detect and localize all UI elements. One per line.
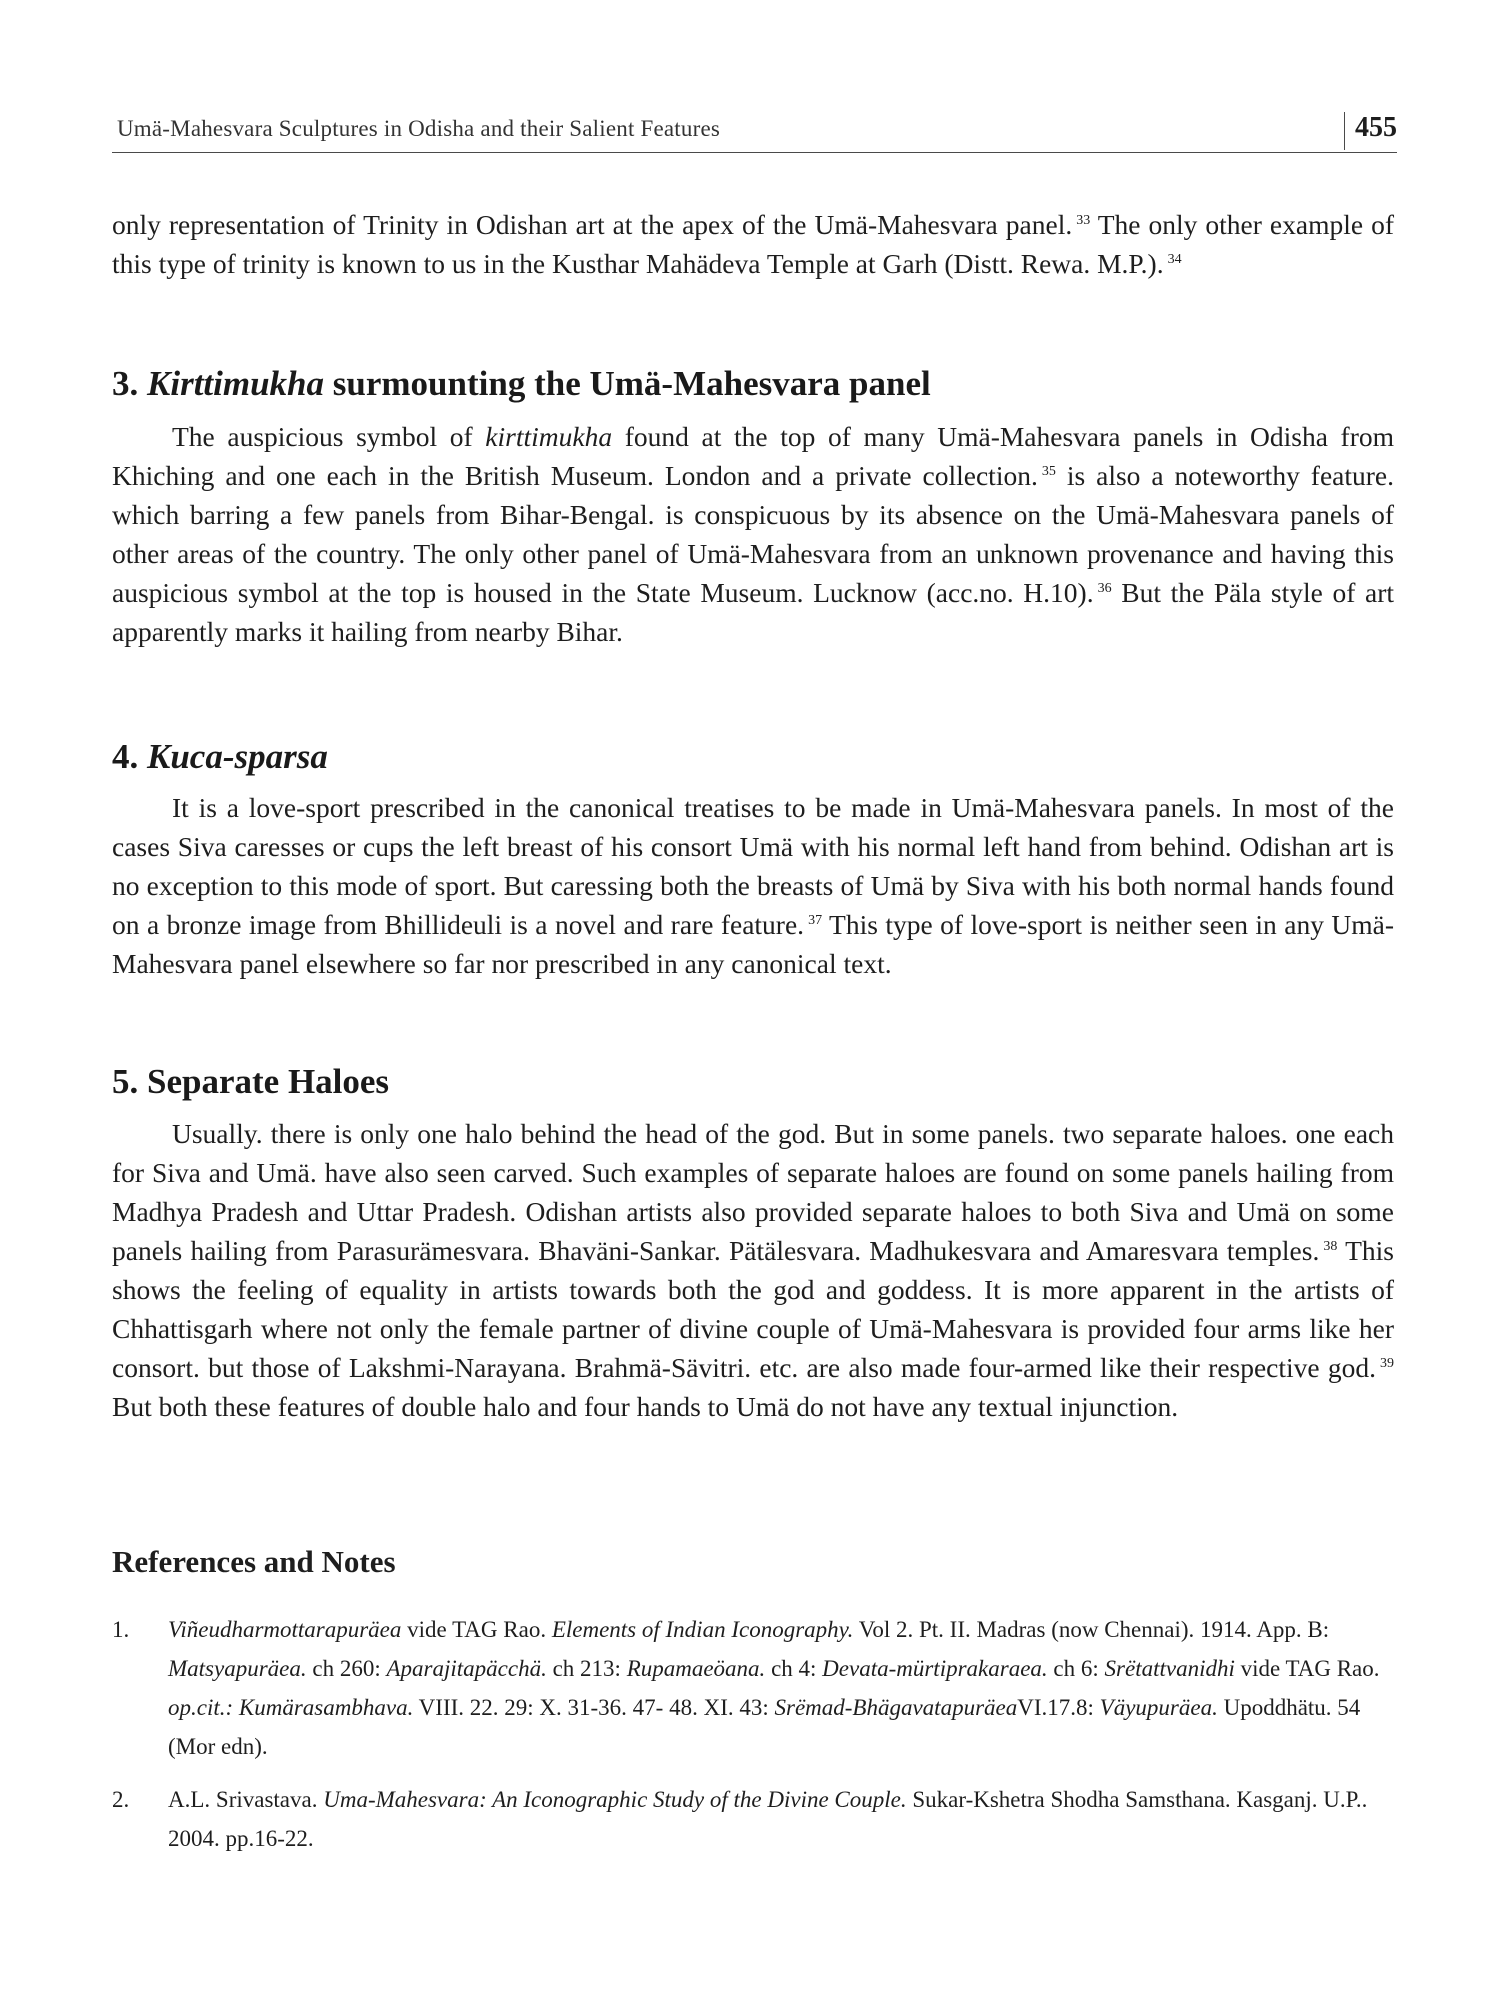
text-run: vide TAG Rao.	[1240, 1656, 1380, 1681]
text-run: is also a noteworthy feature. which barring a few panels from Bihar-Bengal. is conspicuous by its absence on the Umä-Mahesvara panels of other areas of the country. The only other panel of Umä-Mahesvara from an unknown provenance and having this auspicious symbol at the top is housed in the State Museum. Lucknow (acc.no. H.10).	[112, 460, 1394, 608]
footnote-ref: 38	[1323, 1238, 1338, 1254]
text-run: But the Päla style of art apparently marks it hailing from nearby Bihar.	[112, 577, 1395, 647]
intro-paragraph	[112, 205, 1394, 283]
text-run: Vol 2. Pt. II. Madras (now Chennai). 1914. App. B:	[858, 1617, 1330, 1642]
text-run: ch 260:	[312, 1656, 381, 1681]
italic-title: Viñeudharmottarapuräea	[168, 1617, 402, 1642]
intro-text: only representation of Trinity in Odishan art at the apex of the Umä-Mahesvara panel.	[112, 209, 1073, 240]
section-5-heading: 5. Separate Haloes	[112, 1062, 390, 1101]
text-run: vide TAG Rao.	[407, 1617, 547, 1642]
text-run: Sukar-Kshetra Shodha Samsthana. Kasganj. U.P.. 2004. pp.16-22.	[168, 1787, 1368, 1851]
reference-text	[168, 1610, 1394, 1766]
italic-title: Rupamaeöana.	[626, 1656, 766, 1681]
text-run: ch 6:	[1053, 1656, 1099, 1681]
text-run: Upoddhätu. 54 (Mor edn).	[168, 1695, 1361, 1759]
text-run: This shows the feeling of equality in artists towards both the god and goddess. It is more apparent in the artists of Chhattisgarh where not only the female partner of divine couple of Umä-Mahesvara is provided four arms like her consort. but those of Lakshmi-Narayana. Brahmä-Sävitri. etc. are also made four-armed like their respective god.	[112, 1235, 1394, 1383]
text-run: This type of love-sport is neither seen in any Umä-Mahesvara panel elsewhere so far nor prescribed in any canonical text.	[112, 909, 1395, 979]
page-header	[112, 112, 1397, 153]
section-3-heading	[112, 362, 1394, 406]
intro-paragraph-block	[112, 205, 1394, 283]
text-run: VI.17.8:	[1017, 1695, 1094, 1720]
text-run: VIII. 22. 29: X. 31-36. 47- 48. XI. 43:	[418, 1695, 769, 1720]
text-run: A.L. Srivastava.	[168, 1787, 318, 1812]
italic-title: Srëtattvanidhi	[1104, 1656, 1235, 1681]
section-4-paragraph	[112, 788, 1394, 983]
text-run: The auspicious symbol of	[172, 421, 473, 452]
italic-title: Aparajitapäcchä.	[386, 1656, 547, 1681]
footnote-ref: 37	[808, 912, 823, 928]
section-title-italic: Kuca-sparsa	[147, 737, 328, 776]
section-3-paragraph	[112, 417, 1394, 651]
footnote-ref: 39	[1380, 1355, 1394, 1371]
section-number: 4.	[112, 737, 139, 776]
reference-number: 1.	[112, 1617, 130, 1642]
references-heading-block	[112, 1542, 1394, 1582]
footnote-ref: 36	[1097, 580, 1112, 596]
text-run: Usually. there is only one halo behind the head of the god. But in some panels. two separate haloes. one each for Siva and Umä. have also seen carved. Such examples of separate haloes are found on some panels hailing from Madhya Pradesh and Uttar Pradesh. Odishan artists also provided separate haloes to both Siva and Umä on some panels hailing from Parasurämesvara. Bhaväni-Sankar. Pätälesvara. Madhukesvara and Amaresvara temples.	[112, 1118, 1394, 1266]
footnote-ref: 35	[1041, 463, 1056, 479]
section-5	[112, 1060, 1394, 1426]
italic-title: op.cit.:	[168, 1695, 234, 1720]
text-run: But both these features of double halo and four hands to Umä do not have any textual injunction.	[112, 1391, 1179, 1422]
italic-term: kirttimukha	[485, 421, 613, 452]
footnote-ref: 34	[1167, 251, 1182, 267]
running-title: Umä-Mahesvara Sculptures in Odisha and their Salient Features	[117, 116, 721, 141]
reference-item	[112, 1610, 1394, 1766]
italic-title: Väyupuräea.	[1099, 1695, 1218, 1720]
section-title-italic: Kirttimukha	[147, 364, 325, 403]
text-run: found at the top of many Umä-Mahesvara panels in Odisha from Khiching and one each in the British Museum. London and a private collection.	[112, 421, 1395, 491]
text-run: ch 213:	[552, 1656, 621, 1681]
section-number: 3.	[112, 364, 139, 403]
reference-text	[168, 1780, 1394, 1858]
section-4	[112, 735, 1394, 983]
reference-item	[112, 1780, 1394, 1858]
intro-text-2: The only other example of this type of trinity is known to us in the Kusthar Mahädeva Temple at Garh (Distt. Rewa. M.P.).	[112, 209, 1394, 279]
italic-title: Kumärasambhava.	[238, 1695, 414, 1720]
section-4-heading	[112, 735, 1394, 779]
references-heading: References and Notes	[112, 1544, 396, 1579]
italic-title: Matsyapuräea.	[168, 1656, 307, 1681]
section-title: surmounting the Umä-Mahesvara panel	[332, 364, 931, 403]
reference-number: 2.	[112, 1787, 130, 1812]
italic-title: Uma-Mahesvara: An Iconographic Study of the Divine Couple.	[323, 1787, 907, 1812]
italic-title: Elements of Indian Iconography.	[551, 1617, 854, 1642]
text-run: It is a love-sport prescribed in the canonical treatises to be made in Umä-Mahesvara panels. In most of the cases Siva caresses or cups the left breast of his consort Umä with his normal left hand from behind. Odishan art is no exception to this mode of sport. But caressing both the breasts of Umä by Siva with his both normal hands found on a bronze image from Bhillideuli is a novel and rare feature.	[112, 792, 1394, 940]
italic-title: Srëmad-Bhägavatapuräea	[774, 1695, 1018, 1720]
page-number: 455	[1344, 112, 1397, 150]
italic-title: Devata-mürtiprakaraea.	[822, 1656, 1048, 1681]
section-5-paragraph	[112, 1114, 1394, 1426]
footnote-ref: 33	[1076, 212, 1091, 228]
text-run: ch 4:	[771, 1656, 817, 1681]
references-list	[112, 1610, 1394, 1872]
section-3	[112, 362, 1394, 651]
